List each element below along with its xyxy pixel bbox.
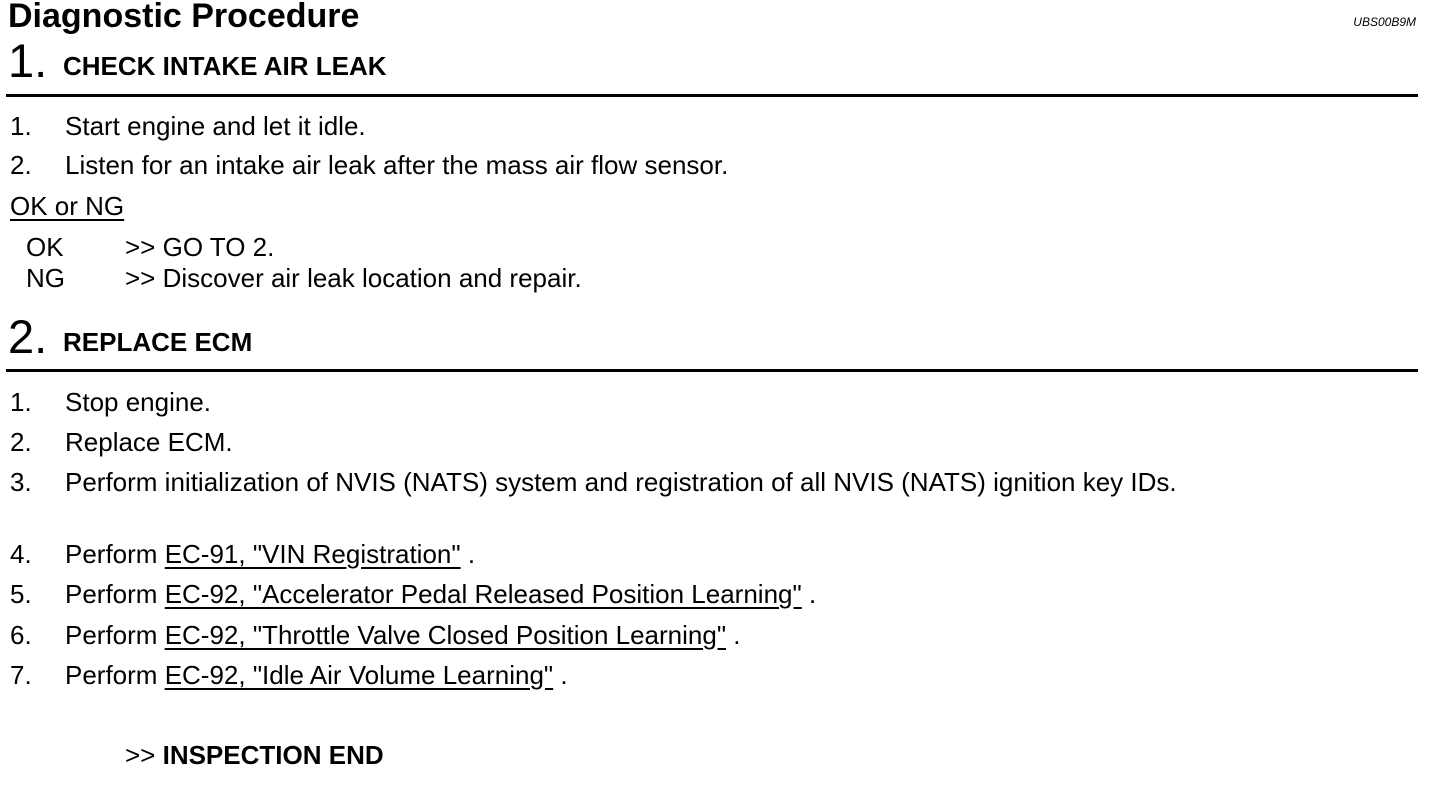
list-item-text: [65, 539, 475, 569]
list-item-number: 4.: [10, 539, 32, 569]
result-label: OK or NG: [10, 191, 125, 221]
result-action: >> GO TO 2.: [125, 232, 275, 262]
list-item-number: 2.: [10, 427, 32, 457]
link-ec-92-throttle-valve-learning[interactable]: EC-92, "Throttle Valve Closed Position Learning": [164, 620, 727, 650]
list-item-prefix: Perform: [65, 539, 165, 569]
step-1-number: 1.: [8, 34, 48, 87]
list-item-text: Perform initialization of NVIS (NATS) system and registration of all NVIS (NATS) ignition key IDs.: [65, 467, 1177, 497]
page-title: Diagnostic Procedure: [8, 0, 360, 35]
document-code: UBS00B9M: [1353, 15, 1416, 29]
list-item-suffix: .: [726, 620, 741, 650]
list-item-suffix: .: [801, 579, 817, 609]
list-item-number: 3.: [10, 467, 32, 497]
inspection-end: [125, 740, 384, 770]
inspection-end-text: INSPECTION END: [162, 740, 384, 770]
list-item-text: Replace ECM.: [65, 427, 233, 457]
inspection-end-prefix: >>: [125, 740, 163, 770]
list-item-suffix: .: [553, 660, 568, 690]
link-ec-92-idle-air-volume-learning[interactable]: EC-92, "Idle Air Volume Learning": [164, 660, 554, 690]
step-2-divider: [6, 369, 1418, 372]
list-item-prefix: Perform: [65, 620, 165, 650]
list-item-text: Start engine and let it idle.: [65, 111, 366, 141]
list-item-number: 1.: [10, 111, 32, 141]
list-item-text: Listen for an intake air leak after the mass air flow sensor.: [65, 150, 729, 180]
list-item-number: 5.: [10, 579, 32, 609]
list-item-text: [65, 579, 816, 609]
link-ec-92-accelerator-pedal-learning[interactable]: EC-92, "Accelerator Pedal Released Position Learning": [164, 579, 802, 609]
result-key: NG: [26, 263, 65, 293]
list-item-number: 1.: [10, 387, 32, 417]
list-item-number: 6.: [10, 620, 32, 650]
result-action: >> Discover air leak location and repair.: [125, 263, 582, 293]
result-key: OK: [26, 232, 64, 262]
list-item-number: 2.: [10, 150, 32, 180]
list-item-prefix: Perform: [65, 660, 165, 690]
link-ec-91-vin-registration[interactable]: EC-91, "VIN Registration": [164, 539, 461, 569]
list-item-number: 7.: [10, 660, 32, 690]
list-item-text: [65, 660, 568, 690]
step-2-number: 2.: [8, 310, 48, 363]
step-1-divider: [6, 94, 1418, 97]
step-2-title: REPLACE ECM: [63, 327, 253, 357]
list-item-text: Stop engine.: [65, 387, 212, 417]
list-item-suffix: .: [460, 539, 476, 569]
list-item-text: [65, 620, 741, 650]
list-item-prefix: Perform: [65, 579, 165, 609]
step-1-title: CHECK INTAKE AIR LEAK: [63, 51, 387, 81]
